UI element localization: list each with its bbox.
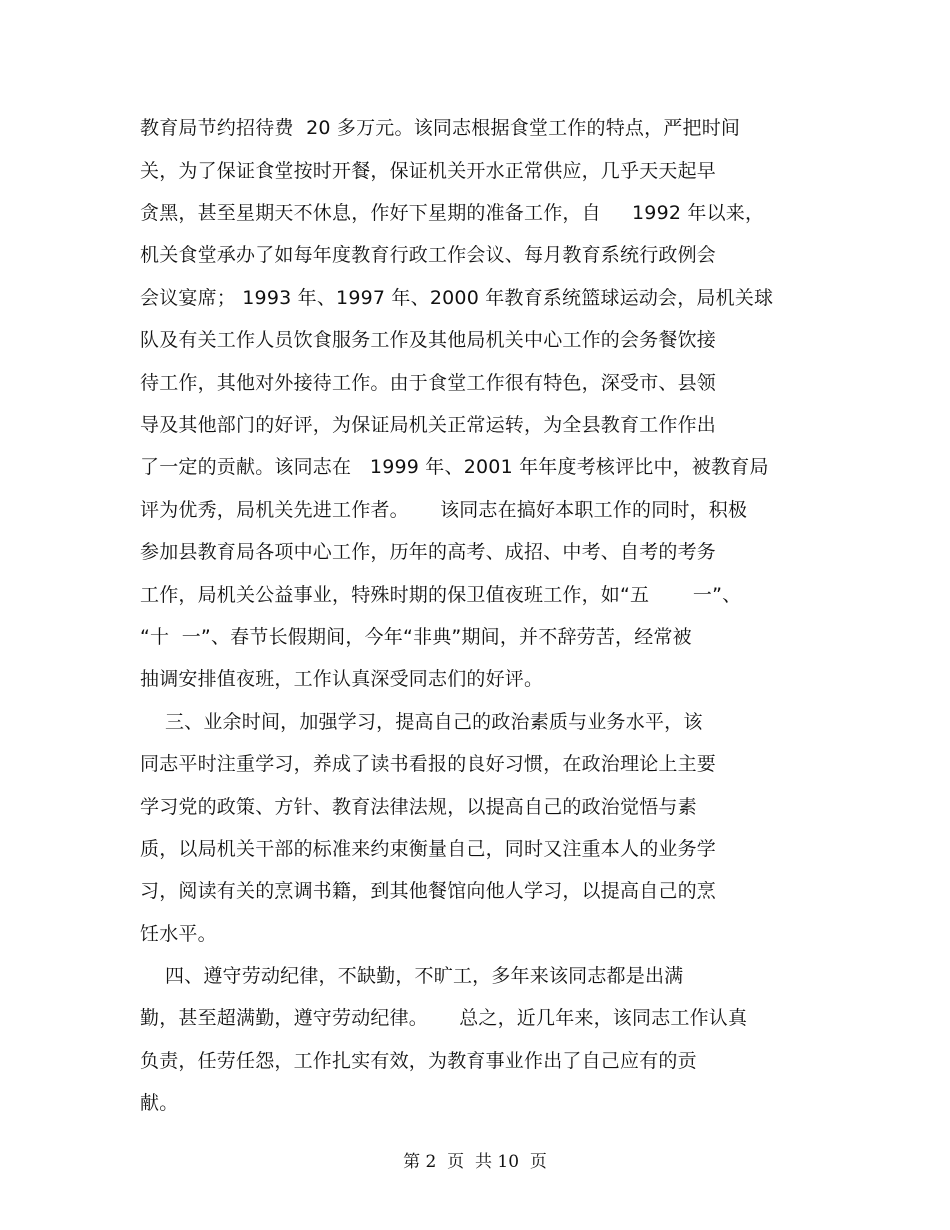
body-line-14: 抽调安排值夜班，工作认真深受同志们的好评。 xyxy=(140,668,544,690)
body-line-13: “十 一”、春节长假期间，今年“非典”期间，并不辞劳苦，经常被 xyxy=(140,626,692,648)
body-line-7: 待工作，其他对外接待工作。由于食堂工作很有特色，深受市、县领 xyxy=(140,372,717,394)
body-line-6: 队及有关工作人员饮食服务工作及其他局机关中心工作的会务餐饮接 xyxy=(140,329,717,351)
body-line-22: 勤，甚至超满勤，遵守劳动纪律。 总之，近几年来，该同志工作认真 xyxy=(140,1007,748,1029)
body-line-17: 学习党的政策、方针、教育法律法规，以提高自己的政治觉悟与素 xyxy=(140,796,697,818)
body-line-1: 教育局节约招待费 20 多万元。该同志根据食堂工作的特点，严把时间 xyxy=(140,117,741,139)
body-line-18: 质，以局机关干部的标准来约束衡量自己，同时又注重本人的业务学 xyxy=(140,838,717,860)
body-line-24: 献。 xyxy=(140,1092,179,1114)
body-line-16: 同志平时注重学习，养成了读书看报的良好习惯，在政治理论上主要 xyxy=(140,753,717,775)
body-line-5: 会议宴席； 1993 年、1997 年、2000 年教育系统篮球运动会，局机关球 xyxy=(140,287,774,309)
body-line-19: 习，阅读有关的烹调书籍，到其他餐馆向他人学习，以提高自己的烹 xyxy=(140,880,717,902)
body-line-20: 饪水平。 xyxy=(140,923,217,945)
body-line-10: 评为优秀，局机关先进工作者。 该同志在搞好本职工作的同时，积极 xyxy=(140,499,748,521)
body-line-11: 参加县教育局各项中心工作，历年的高考、成招、中考、自考的考务 xyxy=(140,541,717,563)
page-number-footer: 第 2 页 共 10 页 xyxy=(403,1152,547,1172)
body-line-12: 工作，局机关公益事业，特殊时期的保卫值夜班工作，如“五 一”、 xyxy=(140,584,742,606)
body-line-3: 贪黑，甚至星期天不休息，作好下星期的准备工作，自 1992 年以来， xyxy=(140,202,765,224)
body-line-2: 关，为了保证食堂按时开餐，保证机关开水正常供应，几乎天天起早 xyxy=(140,160,717,182)
body-line-23: 负责，任劳任怨，工作扎实有效，为教育事业作出了自己应有的贡 xyxy=(140,1050,697,1072)
body-line-15: 三、业余时间，加强学习，提高自己的政治素质与业务水平，该 xyxy=(140,711,703,733)
body-line-8: 导及其他部门的好评，为保证局机关正常运转，为全县教育工作作出 xyxy=(140,414,717,436)
body-line-21: 四、遵守劳动纪律，不缺勤，不旷工，多年来该同志都是出满 xyxy=(140,965,684,987)
body-line-4: 机关食堂承办了如每年度教育行政工作会议、每月教育系统行政例会 xyxy=(140,244,717,266)
body-line-9: 了一定的贡献。该同志在 1999 年、2001 年年度考核评比中，被教育局 xyxy=(140,456,769,478)
